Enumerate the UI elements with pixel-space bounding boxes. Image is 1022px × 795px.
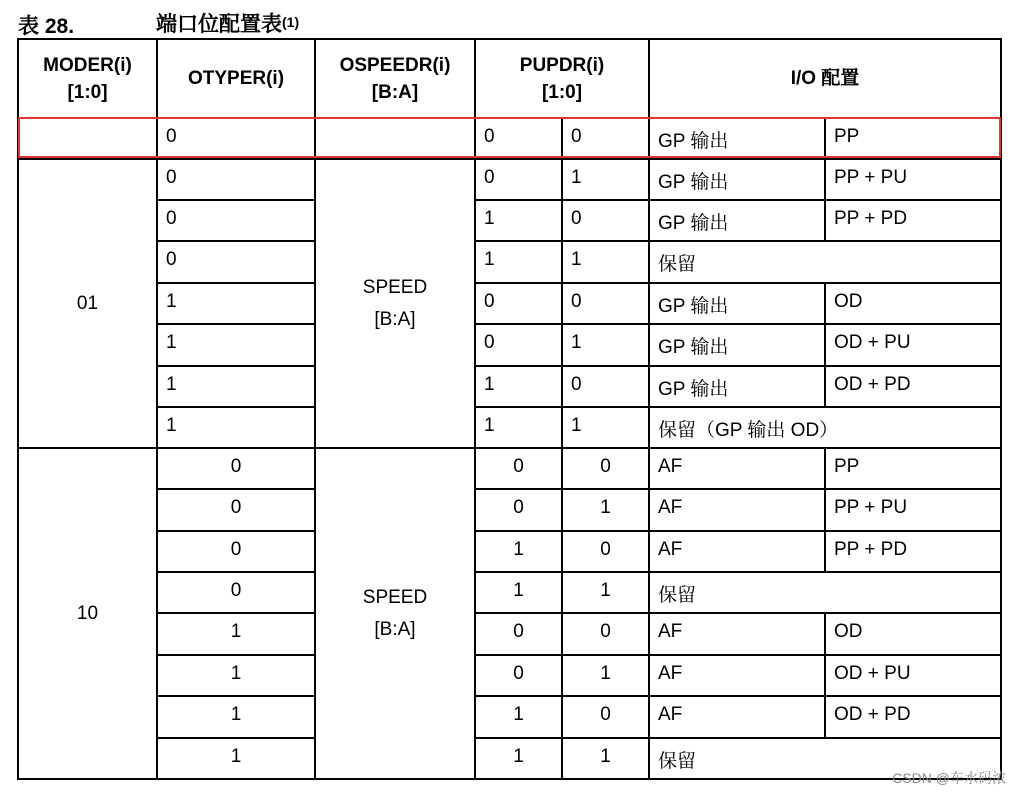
io-mode-cell: PP + PU (825, 489, 1001, 531)
table-row (18, 241, 1001, 283)
pupdr-bit0-cell: 1 (562, 572, 649, 613)
io-config-cell: 保留 (649, 738, 1001, 779)
ospeedr-cell-empty (315, 118, 475, 159)
table-row (18, 200, 1001, 241)
io-config-cell: AF (649, 448, 825, 489)
moder-cell-empty (18, 118, 157, 159)
header-row (18, 39, 1001, 118)
otyper-cell: 0 (157, 572, 315, 613)
pupdr-bit1-cell: 1 (475, 738, 562, 779)
io-config-cell: GP 输出 (649, 200, 825, 241)
watermark: CSDN @车水码浓 (892, 770, 1006, 786)
pupdr-bit1-cell: 1 (475, 241, 562, 283)
otyper-cell: 0 (157, 118, 315, 159)
table-title-text: 端口位配置表 (156, 13, 282, 36)
ospeedr-speed-cell: SPEED [B:A] (315, 448, 475, 779)
otyper-cell: 0 (157, 448, 315, 489)
io-config-cell: AF (649, 655, 825, 696)
otyper-cell: 1 (157, 655, 315, 696)
pupdr-bit1-cell: 0 (475, 324, 562, 366)
io-config-cell: GP 输出 (649, 159, 825, 200)
pupdr-bit0-cell: 1 (562, 489, 649, 531)
io-mode-cell: PP (825, 118, 1001, 159)
io-mode-cell: PP + PU (825, 159, 1001, 200)
io-mode-cell: PP + PD (825, 531, 1001, 572)
port-config-table (17, 38, 1002, 780)
io-mode-cell: PP (825, 448, 1001, 489)
io-mode-cell: OD + PU (825, 655, 1001, 696)
pupdr-bit1-cell: 0 (475, 283, 562, 324)
pupdr-bit1-cell: 0 (475, 489, 562, 531)
table-title-note: (1) (282, 14, 300, 30)
pupdr-bit1-cell: 1 (475, 531, 562, 572)
header-ospeedr: OSPEEDR(i) [B:A] (315, 39, 475, 118)
pupdr-bit1-cell: 1 (475, 572, 562, 613)
io-config-cell: GP 输出 (649, 283, 825, 324)
io-config-cell: 保留 (649, 572, 1001, 613)
table-row (18, 118, 1001, 159)
otyper-cell: 0 (157, 200, 315, 241)
table-row (18, 159, 1001, 200)
table-row (18, 696, 1001, 738)
otyper-cell: 0 (157, 159, 315, 200)
pupdr-bit1-cell: 1 (475, 200, 562, 241)
table-row (18, 489, 1001, 531)
io-mode-cell: OD + PU (825, 324, 1001, 366)
table-title (156, 8, 299, 38)
header-moder: MODER(i) [1:0] (18, 39, 157, 118)
table-row (18, 407, 1001, 448)
table-row (18, 283, 1001, 324)
table-row (18, 324, 1001, 366)
header-io-config: I/O 配置 (649, 39, 1001, 118)
io-mode-cell: OD + PD (825, 696, 1001, 738)
otyper-cell: 1 (157, 366, 315, 407)
pupdr-bit0-cell: 1 (562, 655, 649, 696)
io-config-cell: GP 输出 (649, 324, 825, 366)
ospeedr-speed-cell: SPEED [B:A] (315, 159, 475, 448)
pupdr-bit0-cell: 0 (562, 200, 649, 241)
pupdr-bit1-cell: 0 (475, 655, 562, 696)
pupdr-bit0-cell: 0 (562, 531, 649, 572)
table-row (18, 655, 1001, 696)
pupdr-bit0-cell: 0 (562, 613, 649, 655)
pupdr-bit0-cell: 0 (562, 448, 649, 489)
table-row (18, 366, 1001, 407)
io-config-cell: GP 输出 (649, 366, 825, 407)
pupdr-bit0-cell: 1 (562, 241, 649, 283)
pupdr-bit1-cell: 1 (475, 366, 562, 407)
pupdr-bit0-cell: 1 (562, 407, 649, 448)
pupdr-bit0-cell: 0 (562, 118, 649, 159)
io-mode-cell: OD + PD (825, 366, 1001, 407)
pupdr-bit1-cell: 1 (475, 696, 562, 738)
moder-cell-01: 01 (18, 159, 157, 448)
otyper-cell: 1 (157, 738, 315, 779)
pupdr-bit1-cell: 0 (475, 613, 562, 655)
pupdr-bit0-cell: 0 (562, 696, 649, 738)
pupdr-bit1-cell: 1 (475, 407, 562, 448)
io-config-cell: AF (649, 613, 825, 655)
otyper-cell: 1 (157, 407, 315, 448)
pupdr-bit0-cell: 1 (562, 324, 649, 366)
pupdr-bit0-cell: 1 (562, 159, 649, 200)
io-config-cell: 保留（GP 输出 OD） (649, 407, 1001, 448)
otyper-cell: 0 (157, 241, 315, 283)
io-mode-cell: OD (825, 283, 1001, 324)
otyper-cell: 1 (157, 613, 315, 655)
table-row (18, 572, 1001, 613)
pupdr-bit0-cell: 0 (562, 283, 649, 324)
otyper-cell: 0 (157, 531, 315, 572)
otyper-cell: 0 (157, 489, 315, 531)
table-row (18, 531, 1001, 572)
otyper-cell: 1 (157, 283, 315, 324)
pupdr-bit0-cell: 1 (562, 738, 649, 779)
io-mode-cell: PP + PD (825, 200, 1001, 241)
pupdr-bit0-cell: 0 (562, 366, 649, 407)
table-row (18, 613, 1001, 655)
otyper-cell: 1 (157, 696, 315, 738)
otyper-cell: 1 (157, 324, 315, 366)
io-config-cell: GP 输出 (649, 118, 825, 159)
io-config-cell: AF (649, 531, 825, 572)
header-pupdr: PUPDR(i) [1:0] (475, 39, 649, 118)
io-config-cell: AF (649, 696, 825, 738)
table-row (18, 738, 1001, 779)
moder-cell-10: 10 (18, 448, 157, 779)
header-otyper: OTYPER(i) (157, 39, 315, 118)
pupdr-bit1-cell: 0 (475, 448, 562, 489)
table-number: 表 28. (18, 15, 75, 38)
io-config-cell: AF (649, 489, 825, 531)
pupdr-bit1-cell: 0 (475, 159, 562, 200)
table-row (18, 448, 1001, 489)
io-config-cell: 保留 (649, 241, 1001, 283)
pupdr-bit1-cell: 0 (475, 118, 562, 159)
io-mode-cell: OD (825, 613, 1001, 655)
